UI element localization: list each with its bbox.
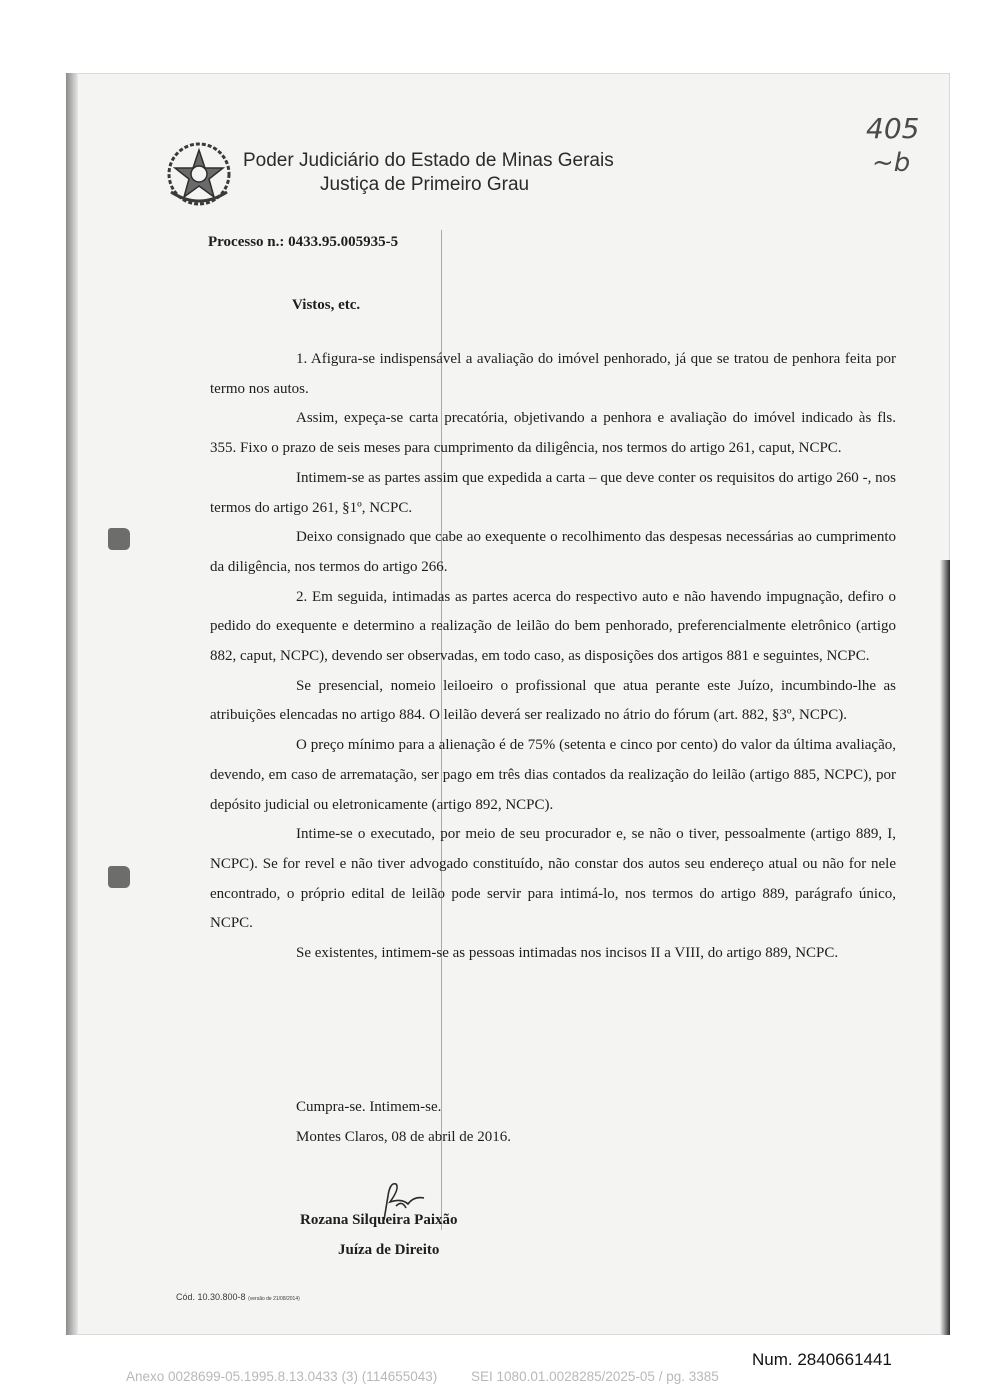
form-code-number: Cód. 10.30.800-8 bbox=[176, 1292, 246, 1302]
footer-annex-ref: Anexo 0028699-05.1995.8.13.0433 (3) (114655043) bbox=[126, 1369, 438, 1384]
form-code bbox=[176, 1292, 300, 1302]
paragraph: Intimem-se as partes assim que expedida a carta – que deve conter os requisitos do artigo 260 -, nos termos do artigo 261, §1º, NCPC. bbox=[210, 469, 896, 516]
header-institution: Poder Judiciário do Estado de Minas Gerais bbox=[243, 150, 614, 171]
document-number: Num. 2840661441 bbox=[752, 1350, 892, 1369]
punch-hole-bottom bbox=[108, 866, 130, 888]
process-number: Processo n.: 0433.95.005935-5 bbox=[208, 234, 399, 250]
page-left-shadow bbox=[66, 73, 78, 1335]
punch-hole-top bbox=[108, 528, 130, 550]
decision-body bbox=[210, 345, 896, 969]
paragraph: Intime-se o executado, por meio de seu procurador e, se não o tiver, pessoalmente (artigo 889, I, NCPC). Se for revel e não tiver advogado constituído, não constar dos autos seu endereço atual ou não for nele encontrado, o próprio edital de leilão pode servir para intimá-lo, nos termos do artigo 889, parágrafo único, NCPC. bbox=[210, 826, 896, 932]
closing-block bbox=[296, 1092, 511, 1152]
paragraph: 2. Em seguida, intimadas as partes acerca do respectivo auto e não havendo impugnação, defiro o pedido do exequente e determino a realização de leilão do bem penhorado, preferencialmente eletrônico (artigo 882, caput, NCPC), devendo ser observadas, em todo caso, as disposições dos artigos 881 e seguintes, NCPC. bbox=[210, 588, 896, 665]
closing-order: Cumpra-se. Intimem-se. bbox=[296, 1099, 442, 1115]
page-right-shadow bbox=[940, 560, 950, 1335]
paragraph: 1. Afigura-se indispensável a avaliação do imóvel penhorado, já que se tratou de penhora feita por termo nos autos. bbox=[210, 351, 896, 397]
page-footer bbox=[126, 1369, 719, 1384]
signer-role: Juíza de Direito bbox=[338, 1242, 440, 1258]
place-and-date: Montes Claros, 08 de abril de 2016. bbox=[296, 1129, 511, 1145]
signer-name: Rozana Silqueira Paixão bbox=[300, 1212, 458, 1228]
paragraph: Assim, expeça-se carta precatória, objetivando a penhora e avaliação do imóvel indicado às fls. 355. Fixo o prazo de seis meses para cumprimento da diligência, nos termos do artigo 261, caput, NCPC. bbox=[210, 410, 896, 457]
paragraph: Deixo consignado que cabe ao exequente o recolhimento das despesas necessárias ao cumprimento da diligência, nos termos do artigo 266. bbox=[210, 529, 896, 575]
court-header bbox=[163, 140, 683, 210]
form-code-version: (versão de 21/08/2014) bbox=[248, 1296, 300, 1302]
paragraph: O preço mínimo para a alienação é de 75% (setenta e cinco por cento) do valor da última avaliação, devendo, em caso de arrematação, ser pago em três dias contados da realização do leilão (artigo 885, NCPC), por depósito judicial ou eletronicamente (artigo 892, NCPC). bbox=[210, 737, 896, 813]
footer-sei-ref: SEI 1080.01.0028285/2025-05 / pg. 3385 bbox=[471, 1369, 719, 1384]
handwritten-page-number: 405 bbox=[866, 112, 920, 145]
coat-of-arms-icon bbox=[163, 140, 235, 208]
handwritten-page-mark: ~b bbox=[872, 148, 911, 178]
header-court-level: Justiça de Primeiro Grau bbox=[320, 174, 530, 195]
paragraph: Se presencial, nomeio leiloeiro o profissional que atua perante este Juízo, incumbindo-lhe as atribuições elencadas no artigo 884. O leilão deverá ser realizado no átrio do fórum (art. 882, §3º, NCPC). bbox=[210, 677, 896, 724]
greeting: Vistos, etc. bbox=[292, 297, 361, 313]
paragraph: Se existentes, intimem-se as pessoas intimadas nos incisos II a VIII, do artigo 889, NCPC. bbox=[296, 945, 839, 962]
